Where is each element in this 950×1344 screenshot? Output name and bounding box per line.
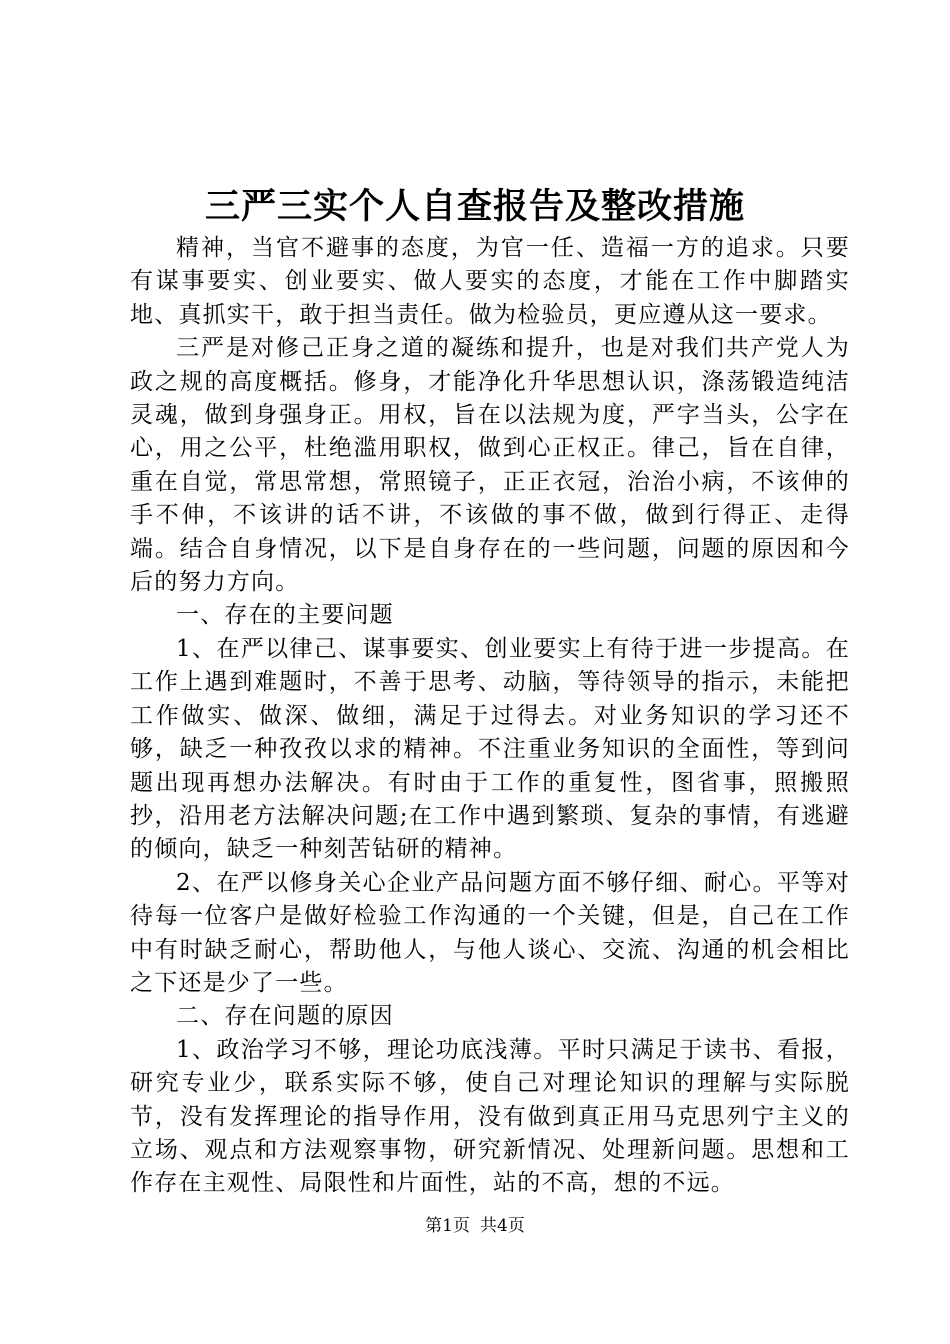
section-heading: 二、存在问题的原因 — [176, 1003, 394, 1030]
page-footer — [0, 1214, 950, 1238]
paragraph: 1、在严以律己、谋事要实、创业要实上有待于进一步提高。在工作上遇到难题时，不善于思考、动脑，等待领导的指示，未能把工作做实、做深、做细，满足于过得去。对业务知识的学习还不够，缺乏一种孜孜以求的精神。不注重业务知识的全面性，等到问题出现再想办法解决。有时由于工作的重复性，图省事，照搬照抄，沿用老方法解决问题;在工作中遇到繁琐、复杂的事情，有逃避的倾向，缺乏一种刻苦钻研的精神。 — [130, 635, 850, 863]
document-body — [130, 232, 850, 1201]
section-heading: 一、存在的主要问题 — [176, 602, 394, 629]
page-total: 共4页 — [480, 1216, 525, 1236]
paragraph: 精神，当官不避事的态度，为官一任、造福一方的追求。只要有谋事要实、创业要实、做人要实的态度，才能在工作中脚踏实地、真抓实干，敢于担当责任。做为检验员，更应遵从这一要求。 — [130, 235, 850, 328]
paragraph: 2、在严以修身关心企业产品问题方面不够仔细、耐心。平等对待每一位客户是做好检验工作沟通的一个关键，但是，自己在工作中有时缺乏耐心，帮助他人，与他人谈心、交流、沟通的机会相比之下还是少了一些。 — [130, 869, 850, 996]
paragraph: 1、政治学习不够，理论功底浅薄。平时只满足于读书、看报，研究专业少，联系实际不够，使自己对理论知识的理解与实际脱节，没有发挥理论的指导作用，没有做到真正用马克思列宁主义的立场、观点和方法观察事物，研究新情况、处理新问题。思想和工作存在主观性、局限性和片面性，站的不高，想的不远。 — [130, 1036, 850, 1197]
page-number: 第1页 — [425, 1216, 470, 1236]
document-title: 三严三实个人自查报告及整改措施 — [204, 186, 745, 227]
paragraph: 三严是对修己正身之道的凝练和提升，也是对我们共产党人为政之规的高度概括。修身，才能净化升华思想认识，涤荡锻造纯洁灵魂，做到身强身正。用权，旨在以法规为度，严字当头，公字在心，用之公平，杜绝滥用职权，做到心正权正。律己，旨在自律，重在自觉，常思常想，常照镜子，正正衣冠，治治小病，不该伸的手不伸，不该讲的话不讲，不该做的事不做，做到行得正、走得端。结合自身情况，以下是自身存在的一些问题，问题的原因和今后的努力方向。 — [130, 335, 850, 596]
